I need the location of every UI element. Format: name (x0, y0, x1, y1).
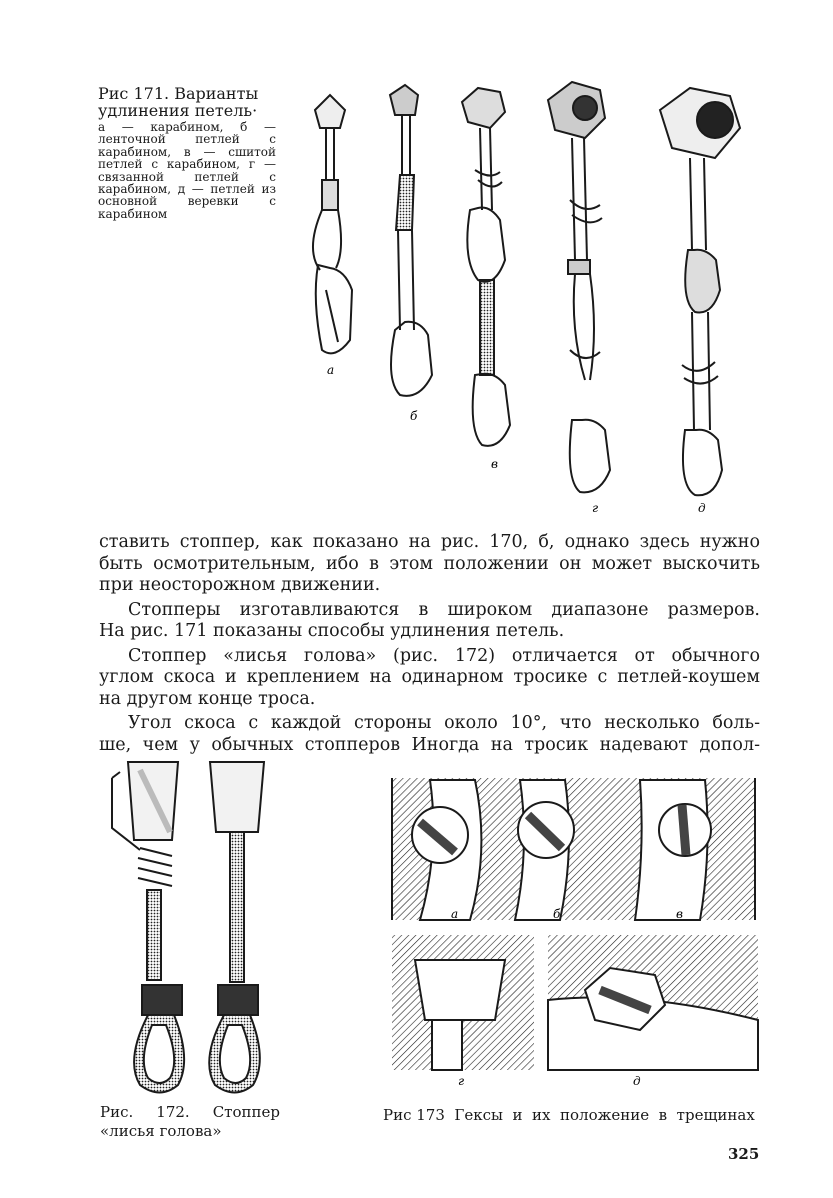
paragraph-3-line-3: на другом конце троса. (99, 688, 316, 709)
fig171-label-b: б (410, 409, 418, 423)
fig173-caption: Рис 173 Гексы и их положение в трещинах (383, 1106, 755, 1124)
fig171-label-v: в (491, 457, 498, 471)
paragraph-3-line-2: углом скоса и креплением на одинарном тросике с петлей-коушем (99, 667, 760, 687)
fig173-label-a: а (451, 907, 459, 921)
fig172-caption: Рис. 172. Стоппер «лисья голова» (100, 1103, 280, 1140)
paragraph-2-line-1: Стопперы изготавливаются в широком диапазоне размеров. (128, 599, 760, 620)
paragraph-2-line-2: На рис. 171 показаны способы удлинения петель. (99, 621, 565, 641)
paragraph-4-line-2: ше, чем у обычных стопперов Иногда на тросик надевают допол- (99, 734, 760, 755)
fig173-label-b: б (553, 907, 561, 921)
paragraph-1-line-3: при неосторожном движении. (99, 575, 381, 595)
fig171-caption-title: Рис 171. Варианты удлинения петель· (98, 84, 259, 120)
fig171-label-d: д (698, 501, 706, 515)
paragraph-3-line-1: Стоппер «лисья голова» (рис. 172) отличается от обычного (128, 645, 760, 666)
fig173-label-d: д (633, 1074, 641, 1088)
paragraph-1-line-2: быть осмотрительным, ибо в этом положении он может выскочить (99, 553, 760, 574)
paragraph-4-line-1: Угол скоса с каждой стороны около 10°, что несколько боль- (128, 713, 760, 733)
page-number: 325 (728, 1145, 760, 1163)
fig171-caption-body: а — карабином, б — ленточной петлей с карабином, в — сшитой петлей с карабином, г — связанной петлей с карабином, д — петлей из основной веревки с карабином (98, 120, 276, 221)
fig173-label-g: г (458, 1074, 465, 1088)
fig173-label-v: в (676, 907, 683, 921)
paragraph-1-line-1: ставить стоппер, как показано на рис. 170, б, однако здесь нужно (99, 532, 760, 552)
fig171-label-g: г (592, 501, 599, 515)
fig171-label-a: а (327, 363, 335, 377)
